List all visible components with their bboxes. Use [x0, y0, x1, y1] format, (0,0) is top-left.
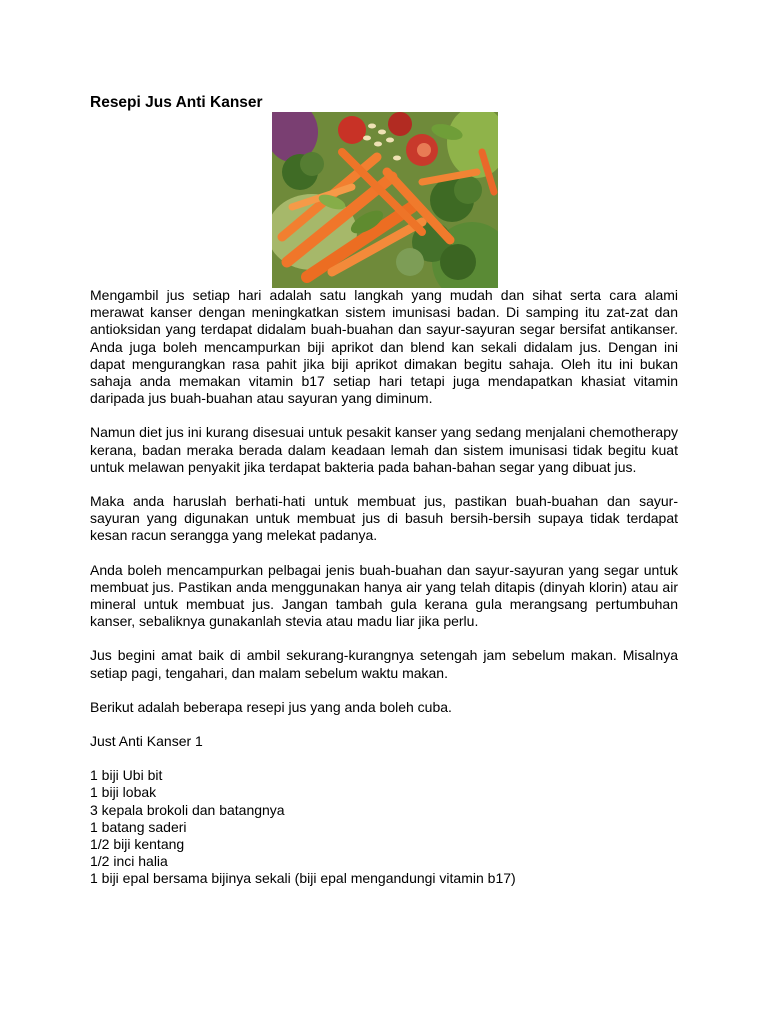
- list-item: 1 biji epal bersama bijinya sekali (biji epal mengandungi vitamin b17): [90, 870, 516, 887]
- list-item: 1/2 biji kentang: [90, 836, 185, 853]
- paragraph-chemotherapy: Namun diet jus ini kurang disesuai untuk pesakit kanser yang sedang menjalani chemotherapy kerana, badan meraka berada dalam keadaan lemah dan sistem imunisasi tidak begitu kuat untuk melawan penyakit jika terdapat bakteria pada bahan-bahan segar yang dibuat jus.: [90, 424, 678, 475]
- list-item: 3 kepala brokoli dan batangnya: [90, 801, 285, 818]
- document-body: [90, 287, 678, 888]
- document-title: Resepi Jus Anti Kanser: [90, 94, 263, 111]
- paragraph-mixing: Anda boleh mencampurkan pelbagai jenis buah-buahan dan sayur-sayuran yang segar untuk membuat jus. Pastikan anda menggunakan hanya air yang telah ditapis (dinyah klorin) atau air mineral untuk membuat jus. Jangan tambah gula kerana gula merangsang pertumbuhan kanser, sebaliknya gunakanlah stevia atau madu liar jika perlu.: [90, 561, 678, 630]
- paragraph-intro: Mengambil jus setiap hari adalah satu langkah yang mudah dan sihat serta cara alami merawat kanser dengan meningkatkan sistem imunisasi badan. Di samping itu zat-zat dan antioksidan yang terdapat didalam buah-buahan dan sayur-sayuran segar bersifat antikanser. Anda juga boleh mencampurkan biji aprikot dan blend kan sekali didalam jus. Dengan ini dapat mengurangkan rasa pahit jika biji aprikot dimakan begitu sahaja. Oleh itu ini bukan sahaja anda memakan vitamin b17 setiap hari tetapi juga mendapatkan khasiat vitamin daripada jus buah-buahan atau sayuran yang diminum.: [90, 287, 678, 407]
- vegetable-salad-image: [272, 112, 498, 288]
- paragraph-recipes-intro: Berikut adalah beberapa resepi jus yang anda boleh cuba.: [90, 698, 452, 715]
- list-item: 1 biji Ubi bit: [90, 767, 163, 784]
- list-item: 1/2 inci halia: [90, 853, 168, 870]
- salad-illustration: [272, 112, 498, 288]
- ingredient-list: [90, 767, 678, 887]
- list-item: 1 batang saderi: [90, 818, 187, 835]
- paragraph-timing: Jus begini amat baik di ambil sekurang-kurangnya setengah jam sebelum makan. Misalnya setiap pagi, tengahari, dan malam sebelum waktu makan.: [90, 647, 678, 681]
- recipe-title: Just Anti Kanser 1: [90, 733, 203, 750]
- paragraph-washing: Maka anda haruslah berhati-hati untuk membuat jus, pastikan buah-buahan dan sayur-sayuran yang digunakan untuk membuat jus di basuh bersih-bersih supaya tidak terdapat kesan racun serangga yang melekat padanya.: [90, 493, 678, 544]
- list-item: 1 biji lobak: [90, 784, 157, 801]
